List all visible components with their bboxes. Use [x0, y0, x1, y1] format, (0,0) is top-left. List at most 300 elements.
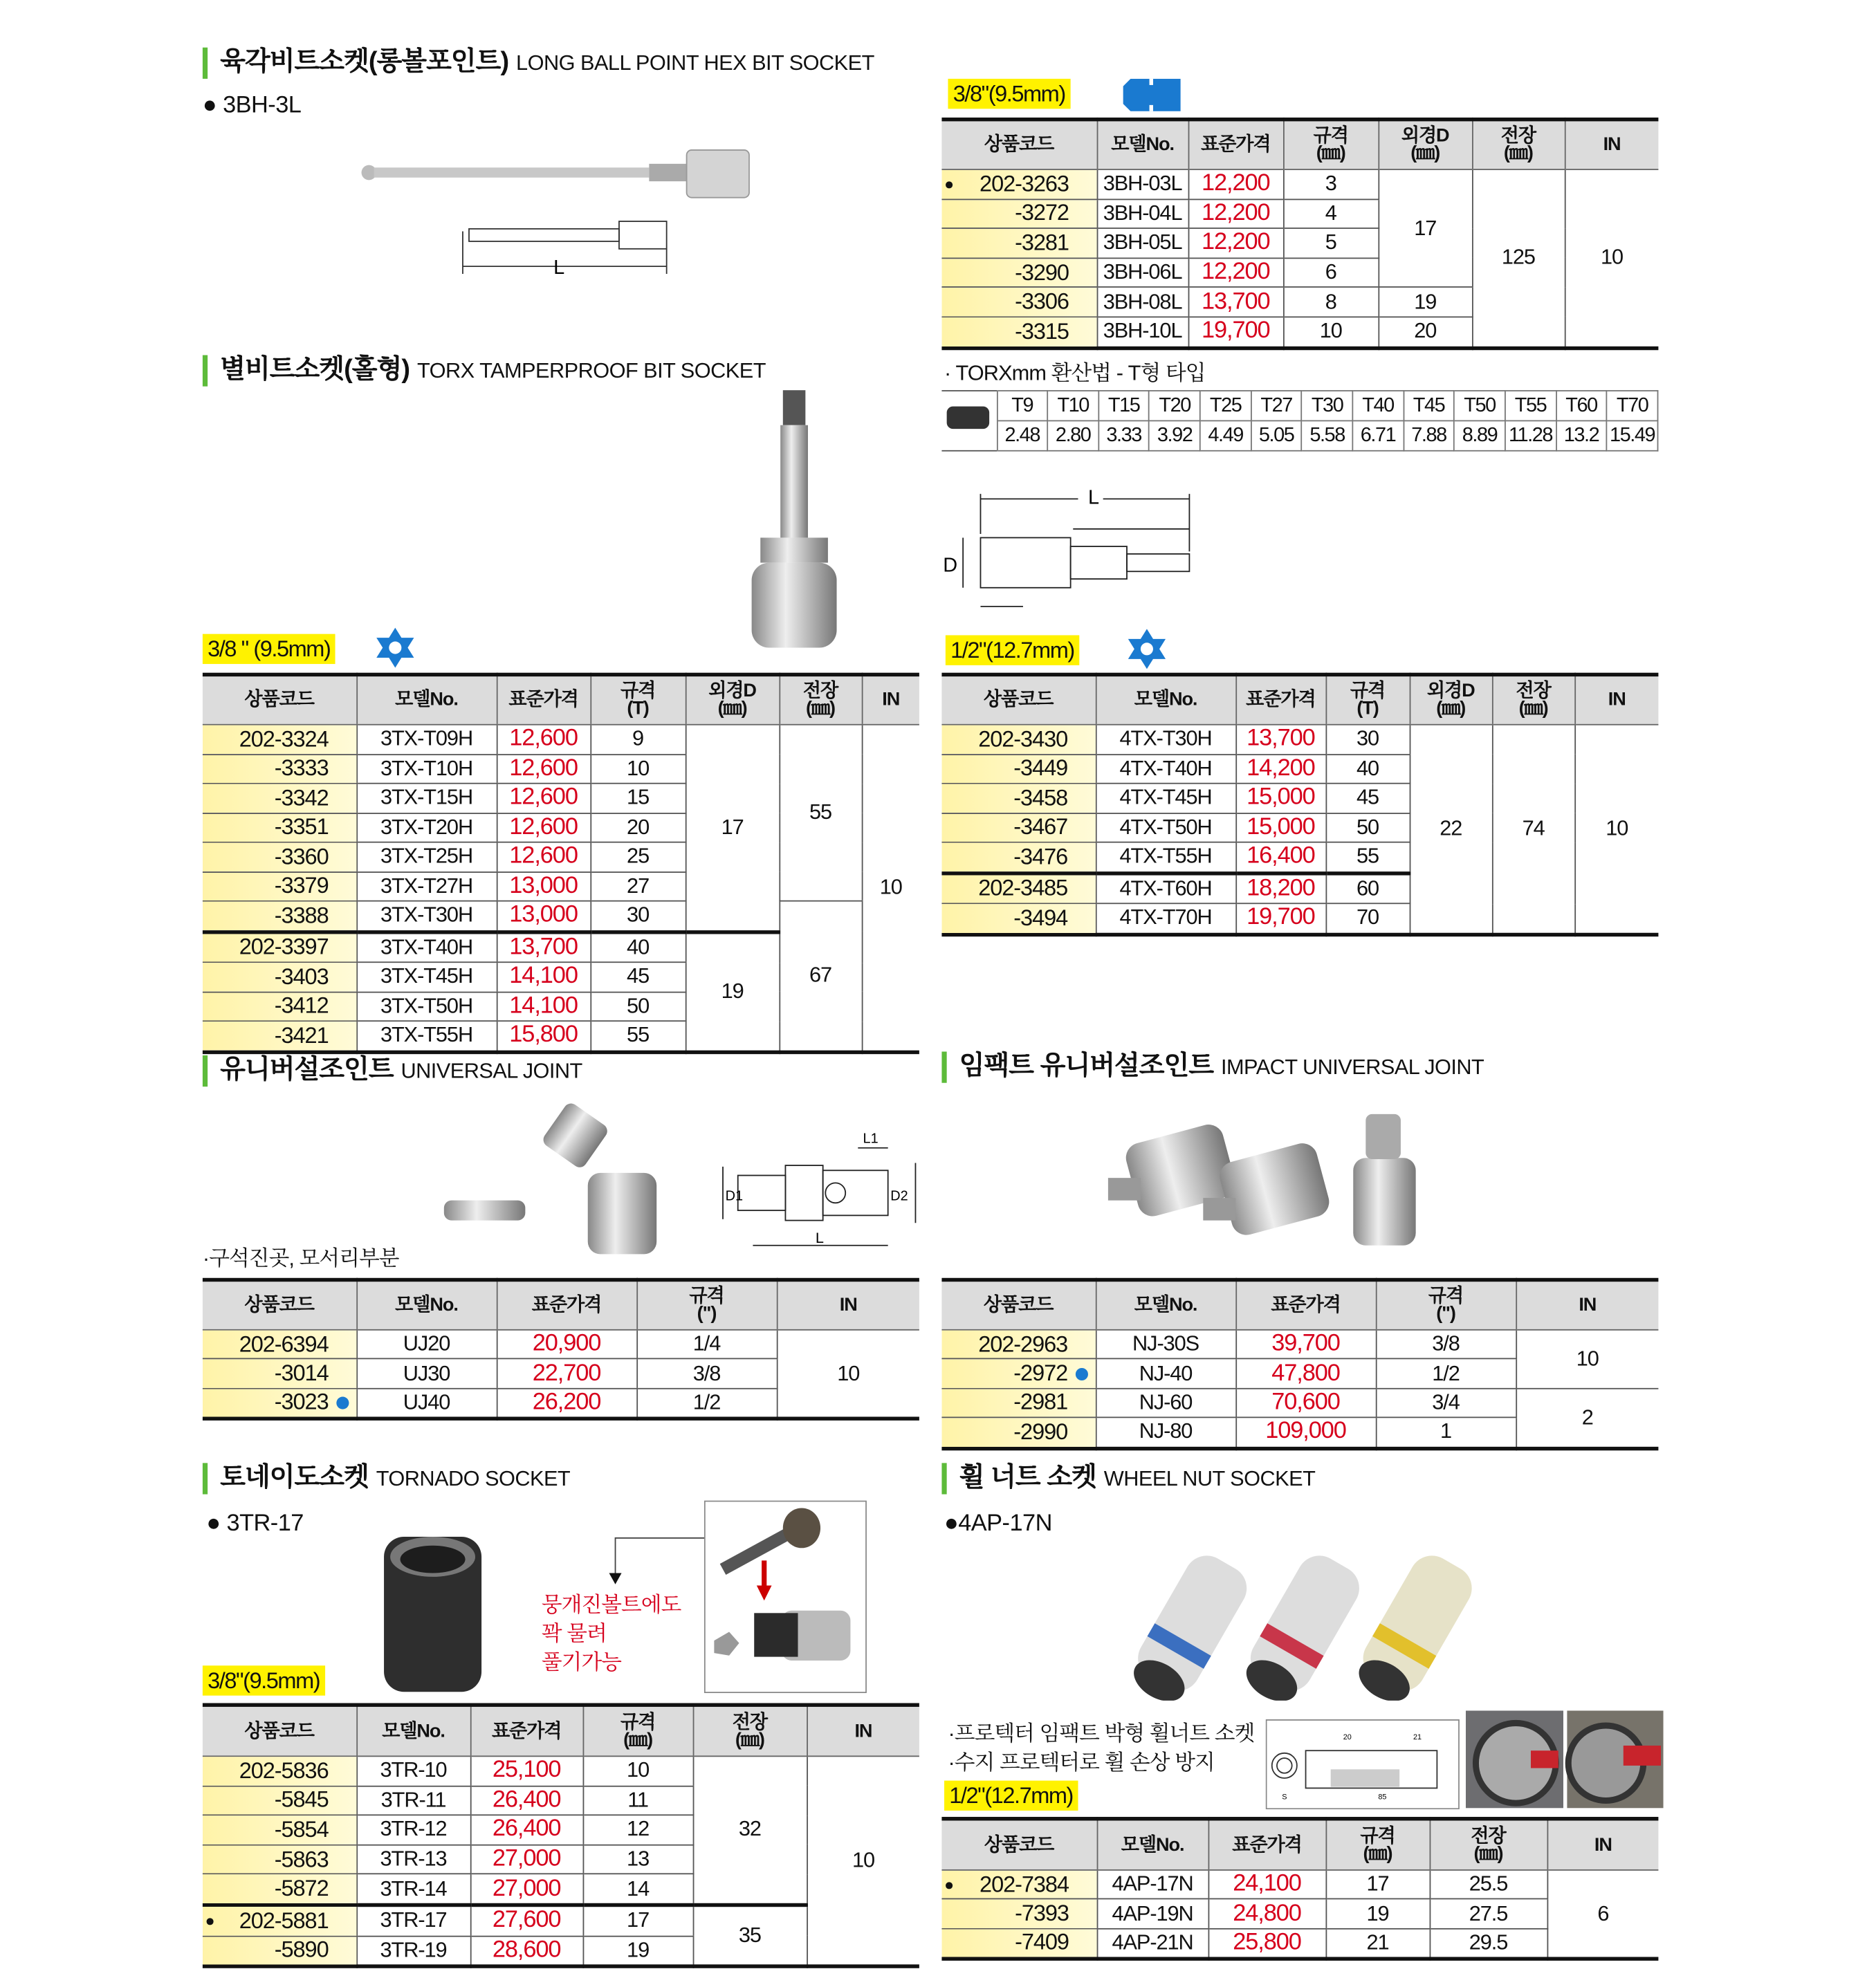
spec-value: 70	[1357, 905, 1379, 930]
torx-mm-value: 5.58	[1302, 420, 1352, 450]
standard-price-cell	[1235, 725, 1325, 754]
code-value: -3379	[274, 873, 329, 898]
spec-cell	[583, 1815, 693, 1845]
model-value: NJ-60	[1139, 1390, 1193, 1414]
standard-price-cell	[1188, 288, 1283, 317]
torx-conversion-table	[941, 390, 1658, 452]
price-value: 15,000	[1247, 784, 1315, 811]
diagram-label-l: L	[553, 256, 565, 279]
price-value: 19,700	[1247, 904, 1315, 931]
c7-value: 10	[879, 875, 902, 899]
torx-mm-value: 2.80	[1047, 420, 1098, 450]
code-value: -3014	[274, 1360, 329, 1386]
product-code-cell	[203, 725, 356, 754]
model-no-cell	[356, 1330, 496, 1359]
code-value: -3342	[274, 784, 329, 811]
model-no-cell	[356, 754, 496, 783]
torx-mm-value: 6.71	[1352, 420, 1403, 450]
header-row	[203, 1279, 919, 1329]
hex-drive-icon	[1123, 79, 1181, 111]
column-header: 표준가격	[1188, 120, 1283, 169]
torx-size: T27	[1251, 391, 1301, 420]
spec-cell	[1378, 288, 1472, 317]
price-value: 13,000	[509, 902, 578, 928]
column-header: 표준가격	[497, 674, 591, 724]
code-value: -2972	[1013, 1360, 1068, 1386]
spec-cell	[1325, 784, 1409, 813]
impact-universal-joint-spec-table	[941, 1278, 1658, 1450]
model-value: 3TX-T15H	[380, 785, 473, 810]
spec-value: 3	[1325, 172, 1336, 196]
table-row	[941, 1388, 1658, 1417]
price-value: 27,600	[492, 1907, 561, 1934]
model-no-cell	[356, 1905, 470, 1935]
model-no-cell	[1097, 228, 1188, 258]
model-value: 3TX-T45H	[380, 964, 473, 988]
spec-value: 1/2	[1432, 1361, 1460, 1385]
model-no-cell	[356, 992, 496, 1021]
model-no-cell	[1097, 317, 1188, 347]
code-value: -3476	[1013, 843, 1068, 869]
torx-size: T10	[1047, 391, 1098, 420]
column-header: 규격 (")	[1376, 1279, 1516, 1329]
code-value: -3449	[1013, 755, 1068, 781]
spec-cell	[1565, 169, 1659, 348]
price-value: 26,400	[492, 1816, 561, 1843]
standard-price-cell	[470, 1756, 583, 1786]
torx-size: T60	[1556, 391, 1606, 420]
standard-price-cell	[497, 784, 591, 813]
standard-price-cell	[497, 754, 591, 783]
spec-value: 19	[627, 1938, 650, 1962]
universal-joint-image	[438, 1098, 926, 1260]
code-value: 202-3485	[978, 876, 1068, 901]
model-value: 3TX-T55H	[380, 1023, 473, 1047]
model-no-cell	[1096, 1388, 1235, 1417]
diagram-label-d: D	[943, 554, 958, 577]
size-label: 1/2"(12.7mm)	[946, 635, 1079, 665]
model-value: 4AP-17N	[1112, 1871, 1193, 1896]
column-header: 상품코드	[941, 120, 1096, 169]
model-no-cell	[1096, 842, 1235, 873]
spec-value: 60	[1357, 876, 1379, 900]
c5-value: 10	[837, 1361, 860, 1385]
model-value: 3TR-13	[380, 1847, 447, 1871]
column-header: 표준가격	[470, 1705, 583, 1756]
standard-price-cell	[1235, 842, 1325, 873]
standard-price-cell	[470, 1874, 583, 1905]
product-code-cell	[203, 992, 356, 1021]
section-title-wheel-nut-socket	[941, 1463, 1315, 1494]
column-header: 규격 (")	[636, 1279, 776, 1329]
model-no-cell	[1096, 873, 1235, 903]
standard-price-cell	[1208, 1928, 1326, 1959]
spec-value: 6	[1325, 260, 1336, 284]
product-code-cell	[203, 1845, 356, 1874]
model-no-cell	[356, 1388, 496, 1418]
spec-value: 40	[1357, 756, 1379, 780]
standard-price-cell	[497, 725, 591, 754]
standard-price-cell	[497, 992, 591, 1021]
standard-price-cell	[470, 1845, 583, 1874]
section-title-hex-bit	[203, 48, 874, 79]
column-header: IN	[807, 1705, 919, 1756]
torx-star-icon	[373, 628, 418, 668]
column-header: 전장 (㎜)	[693, 1705, 807, 1756]
table-row	[203, 1756, 919, 1786]
price-value: 25,100	[492, 1757, 561, 1784]
model-value: 3TR-19	[380, 1938, 447, 1962]
product-code-cell	[941, 288, 1096, 317]
wheel-nut-socket-spec-table	[941, 1817, 1658, 1961]
spec-cell	[693, 1756, 807, 1905]
spec-value: 17	[627, 1908, 650, 1932]
spec-cell	[1516, 1330, 1658, 1389]
code-value: 202-7384	[980, 1871, 1069, 1897]
product-code-cell	[203, 1905, 356, 1935]
spec-cell	[583, 1936, 693, 1966]
column-header: IN	[1516, 1279, 1658, 1329]
title-ko: 토네이도소켓	[220, 1463, 369, 1492]
diagram-label-l: L	[815, 1229, 824, 1247]
torx-mm-value: 11.28	[1505, 420, 1556, 450]
spec-value: 12	[627, 1817, 650, 1842]
size-label: 1/2"(12.7mm)	[944, 1781, 1078, 1811]
spec-cell	[1325, 754, 1409, 783]
standard-price-cell	[497, 1359, 636, 1388]
standard-price-cell	[1188, 228, 1283, 258]
feature-note-2: ·수지 프로텍터로 휠 손상 방지	[948, 1750, 1215, 1775]
standard-price-cell	[1188, 199, 1283, 229]
c5-value: 19	[721, 979, 744, 1004]
blue-dot-icon	[335, 1396, 348, 1409]
c5-value: 19	[1414, 289, 1437, 314]
product-code-cell	[941, 725, 1095, 754]
column-header: 모델No.	[1097, 120, 1188, 169]
model-no-cell	[356, 725, 496, 754]
spec-cell	[1547, 1870, 1658, 1959]
product-code-cell	[941, 754, 1095, 783]
product-code-cell	[941, 1870, 1096, 1899]
model-value: 3TX-T20H	[380, 815, 473, 839]
code-value: 202-5836	[239, 1757, 329, 1783]
wheel-nut-socket-diagram	[1266, 1719, 1460, 1809]
torx-size: T20	[1149, 391, 1199, 420]
spec-cell	[590, 871, 685, 900]
model-value: 4TX-T60H	[1119, 876, 1212, 900]
model-value: NJ-40	[1139, 1361, 1193, 1385]
hex-bit-socket-image	[356, 144, 757, 281]
model-no-cell	[356, 813, 496, 842]
column-header: 모델No.	[356, 674, 496, 724]
model-no-cell	[1097, 288, 1188, 317]
model-value: 3TR-14	[380, 1876, 447, 1901]
model-no-cell	[356, 1815, 470, 1845]
product-code-cell	[941, 169, 1096, 199]
torx-socket-diagram	[941, 481, 1210, 619]
model-value: 4TX-T55H	[1119, 844, 1212, 869]
model-value: 4AP-19N	[1112, 1901, 1193, 1925]
code-value: -3315	[1015, 318, 1069, 344]
spec-cell	[590, 962, 685, 991]
spec-cell	[1574, 725, 1658, 934]
column-header: 표준가격	[1208, 1819, 1326, 1870]
spec-cell	[590, 813, 685, 842]
product-code-cell	[203, 1786, 356, 1815]
torx-mm-value: 15.49	[1607, 420, 1658, 450]
code-value: -2981	[1013, 1389, 1068, 1415]
code-value: -3494	[1013, 905, 1068, 930]
product-code-cell	[203, 1388, 356, 1418]
code-value: -5872	[274, 1876, 329, 1901]
impact-universal-joint-image	[1105, 1108, 1424, 1252]
spec-value: 25	[627, 844, 650, 869]
model-no-cell	[356, 1936, 470, 1966]
price-value: 24,100	[1233, 1871, 1301, 1898]
torx-mm-value: 13.2	[1556, 420, 1606, 450]
torx-size: T45	[1404, 391, 1454, 420]
price-value: 12,600	[509, 843, 578, 870]
c6-value: 10	[852, 1848, 874, 1872]
torx-size: T30	[1302, 391, 1352, 420]
price-value: 70,600	[1271, 1389, 1340, 1416]
standard-price-cell	[497, 932, 591, 962]
model-no-cell	[356, 932, 496, 962]
price-value: 47,800	[1271, 1360, 1340, 1387]
price-value: 24,800	[1233, 1900, 1301, 1927]
c5-value: 17	[1414, 216, 1437, 240]
spec-cell	[1325, 1870, 1429, 1899]
section-title-universal-joint	[203, 1055, 582, 1087]
spec-cell	[590, 901, 685, 932]
table-row	[203, 1330, 919, 1359]
spec-cell	[1430, 1870, 1547, 1899]
column-header: 모델No.	[1096, 1279, 1235, 1329]
header-row	[203, 1705, 919, 1756]
table-row	[941, 1330, 1658, 1359]
model-value: 3BH-03L	[1103, 172, 1182, 196]
model-value: 3TX-T30H	[380, 903, 473, 927]
column-header: 모델No.	[356, 1279, 496, 1329]
column-header: 규격 (㎜)	[1325, 1819, 1429, 1870]
model-no-cell	[1096, 1359, 1235, 1388]
model-value: 4TX-T50H	[1119, 815, 1212, 839]
spec-value: 15	[627, 785, 650, 810]
spec-cell	[1378, 317, 1472, 347]
table-row	[203, 725, 919, 754]
price-value: 19,700	[1202, 317, 1270, 344]
model-value: 3TX-T09H	[380, 726, 473, 751]
standard-price-cell	[1235, 813, 1325, 842]
section-title-tornado-socket	[203, 1463, 570, 1494]
spec-value: 50	[1357, 815, 1379, 839]
spec-value: 50	[627, 993, 650, 1018]
product-code-cell	[941, 1899, 1096, 1928]
title-ko: 별비트소켓(홀형)	[220, 355, 410, 385]
feature-note: 뭉개진볼트에도 꽉 물려 풀기가능	[541, 1593, 681, 1674]
spec-value: 27	[627, 874, 650, 898]
diagram-label-s: S	[1282, 1793, 1287, 1802]
model-no-cell	[356, 784, 496, 813]
model-no-cell	[356, 1756, 470, 1786]
spec-cell	[693, 1905, 807, 1966]
price-value: 12,200	[1202, 259, 1270, 286]
spec-value: 30	[1357, 726, 1379, 751]
product-code-cell	[941, 842, 1095, 873]
price-value: 14,200	[1247, 755, 1315, 782]
title-en: UNIVERSAL JOINT	[401, 1059, 582, 1083]
column-header: 표준가격	[497, 1279, 636, 1329]
column-header: 외경D (㎜)	[1378, 120, 1472, 169]
spec-cell	[583, 1756, 693, 1786]
product-code-cell	[203, 1330, 356, 1359]
blue-dot-icon	[1075, 1367, 1087, 1380]
spec-cell	[590, 784, 685, 813]
diagram-label-d2: D2	[890, 1188, 908, 1204]
torx-mm-value: 2.48	[997, 420, 1047, 450]
torx-size: T50	[1454, 391, 1505, 420]
title-en: TORX TAMPERPROOF BIT SOCKET	[416, 358, 766, 383]
model-label: ●4AP-17N	[944, 1510, 1052, 1537]
price-value: 25,800	[1233, 1929, 1301, 1956]
torx-star-icon	[1124, 629, 1169, 669]
spec-cell	[807, 1756, 919, 1966]
price-value: 12,600	[509, 784, 578, 811]
spec-cell	[1376, 1388, 1516, 1417]
spec-value: 45	[627, 964, 650, 988]
spec-cell	[1283, 288, 1378, 317]
new-item-bullet-icon: ●	[205, 1912, 214, 1931]
spec-value: 4	[1325, 201, 1336, 225]
model-value: 3TX-T10H	[380, 756, 473, 780]
column-header: 전장 (㎜)	[1492, 674, 1574, 724]
spec-value: 10	[627, 1758, 650, 1782]
standard-price-cell	[1235, 1388, 1375, 1417]
model-value: 3TR-11	[380, 1788, 446, 1812]
standard-price-cell	[1208, 1870, 1326, 1899]
standard-price-cell	[1235, 903, 1325, 934]
spec-cell	[590, 842, 685, 871]
model-value: 3TX-T27H	[380, 874, 473, 898]
model-value: 4TX-T70H	[1119, 905, 1212, 930]
diagram-label-l: L	[1087, 486, 1100, 509]
column-header: 전장 (㎜)	[1472, 120, 1565, 169]
title-ko: 유니버설조인트	[220, 1055, 394, 1084]
model-no-cell	[1096, 1418, 1235, 1448]
tornado-socket-spec-table	[203, 1703, 919, 1968]
standard-price-cell	[1188, 317, 1283, 347]
model-value: NJ-30S	[1132, 1331, 1199, 1356]
model-no-cell	[1097, 258, 1188, 288]
torx-size: T25	[1200, 391, 1251, 420]
spec-cell	[1325, 903, 1409, 934]
product-code-cell	[941, 317, 1096, 347]
model-value: 4TX-T40H	[1119, 756, 1212, 780]
code-value: -3306	[1015, 288, 1069, 315]
spec-value: 1/2	[692, 1390, 721, 1414]
price-value: 15,000	[1247, 813, 1315, 840]
model-value: 3TR-17	[380, 1908, 447, 1932]
column-header: 규격 (T)	[1325, 674, 1409, 724]
standard-price-cell	[1188, 258, 1283, 288]
price-value: 26,200	[532, 1389, 601, 1416]
spec-value: 10	[627, 756, 650, 780]
model-no-cell	[356, 1786, 470, 1815]
column-header: 상품코드	[941, 674, 1095, 724]
c5-value: 2	[1581, 1405, 1593, 1429]
torx-size-row	[941, 391, 1657, 420]
c6-value: 74	[1522, 816, 1545, 840]
model-no-cell	[1096, 784, 1235, 813]
standard-price-cell	[470, 1786, 583, 1815]
diagram-label-d1: D1	[725, 1188, 744, 1204]
product-code-cell	[203, 1874, 356, 1905]
standard-price-cell	[497, 1330, 636, 1359]
code-value: -3023	[274, 1389, 329, 1415]
diagram-label-20: 20	[1343, 1732, 1352, 1741]
standard-price-cell	[497, 1021, 591, 1051]
spec-cell	[1283, 199, 1378, 229]
price-value: 26,400	[492, 1786, 561, 1813]
c6-value: 67	[809, 963, 832, 987]
spec-cell	[583, 1845, 693, 1874]
model-value: 3BH-04L	[1103, 201, 1182, 225]
standard-price-cell	[470, 1936, 583, 1966]
standard-price-cell	[1208, 1899, 1326, 1928]
price-value: 14,100	[509, 992, 578, 1019]
spec-cell	[636, 1359, 776, 1388]
product-code-cell	[941, 228, 1096, 258]
torx-size: T15	[1098, 391, 1149, 420]
code-value: -7393	[1015, 1901, 1069, 1926]
model-value: 4TX-T45H	[1119, 785, 1212, 810]
spec-value: 1	[1440, 1419, 1452, 1444]
model-value: 3TR-12	[380, 1817, 447, 1842]
spec-cell	[1325, 1928, 1429, 1959]
feature-note-1: ·프로텍터 임팩트 박형 휠너트 소켓	[948, 1721, 1255, 1746]
torx-38-spec-table	[203, 673, 919, 1054]
model-value: 3BH-08L	[1103, 289, 1182, 314]
code-value: -5863	[274, 1846, 329, 1871]
spec-value: 3/4	[1432, 1390, 1460, 1414]
spec-value: 9	[632, 726, 644, 751]
size-label: 3/8"(9.5mm)	[948, 79, 1070, 109]
c5-value: 27.5	[1469, 1901, 1508, 1925]
spec-cell	[583, 1786, 693, 1815]
price-value: 12,200	[1202, 170, 1270, 197]
price-value: 12,200	[1202, 229, 1270, 256]
title-en: LONG BALL POINT HEX BIT SOCKET	[516, 51, 874, 75]
new-item-bullet-icon: ●	[944, 1875, 954, 1894]
spec-value: 30	[627, 903, 650, 927]
c5-value: 22	[1440, 816, 1462, 840]
product-code-cell	[203, 784, 356, 813]
torx-size: T70	[1607, 391, 1658, 420]
torx-size: T9	[997, 391, 1047, 420]
model-value: 3TX-T25H	[380, 844, 473, 869]
c6-value: 6	[1597, 1901, 1609, 1925]
c6-value: 125	[1501, 245, 1535, 270]
spec-cell	[1325, 873, 1409, 903]
model-no-cell	[356, 871, 496, 900]
spec-cell	[1325, 725, 1409, 754]
price-value: 20,900	[532, 1331, 601, 1358]
column-header: IN	[777, 1279, 919, 1329]
torx-mm-value: 3.92	[1149, 420, 1199, 450]
code-value: 202-3324	[239, 725, 329, 752]
column-header: 상품코드	[203, 674, 356, 724]
model-value: 3TX-T50H	[380, 993, 473, 1018]
